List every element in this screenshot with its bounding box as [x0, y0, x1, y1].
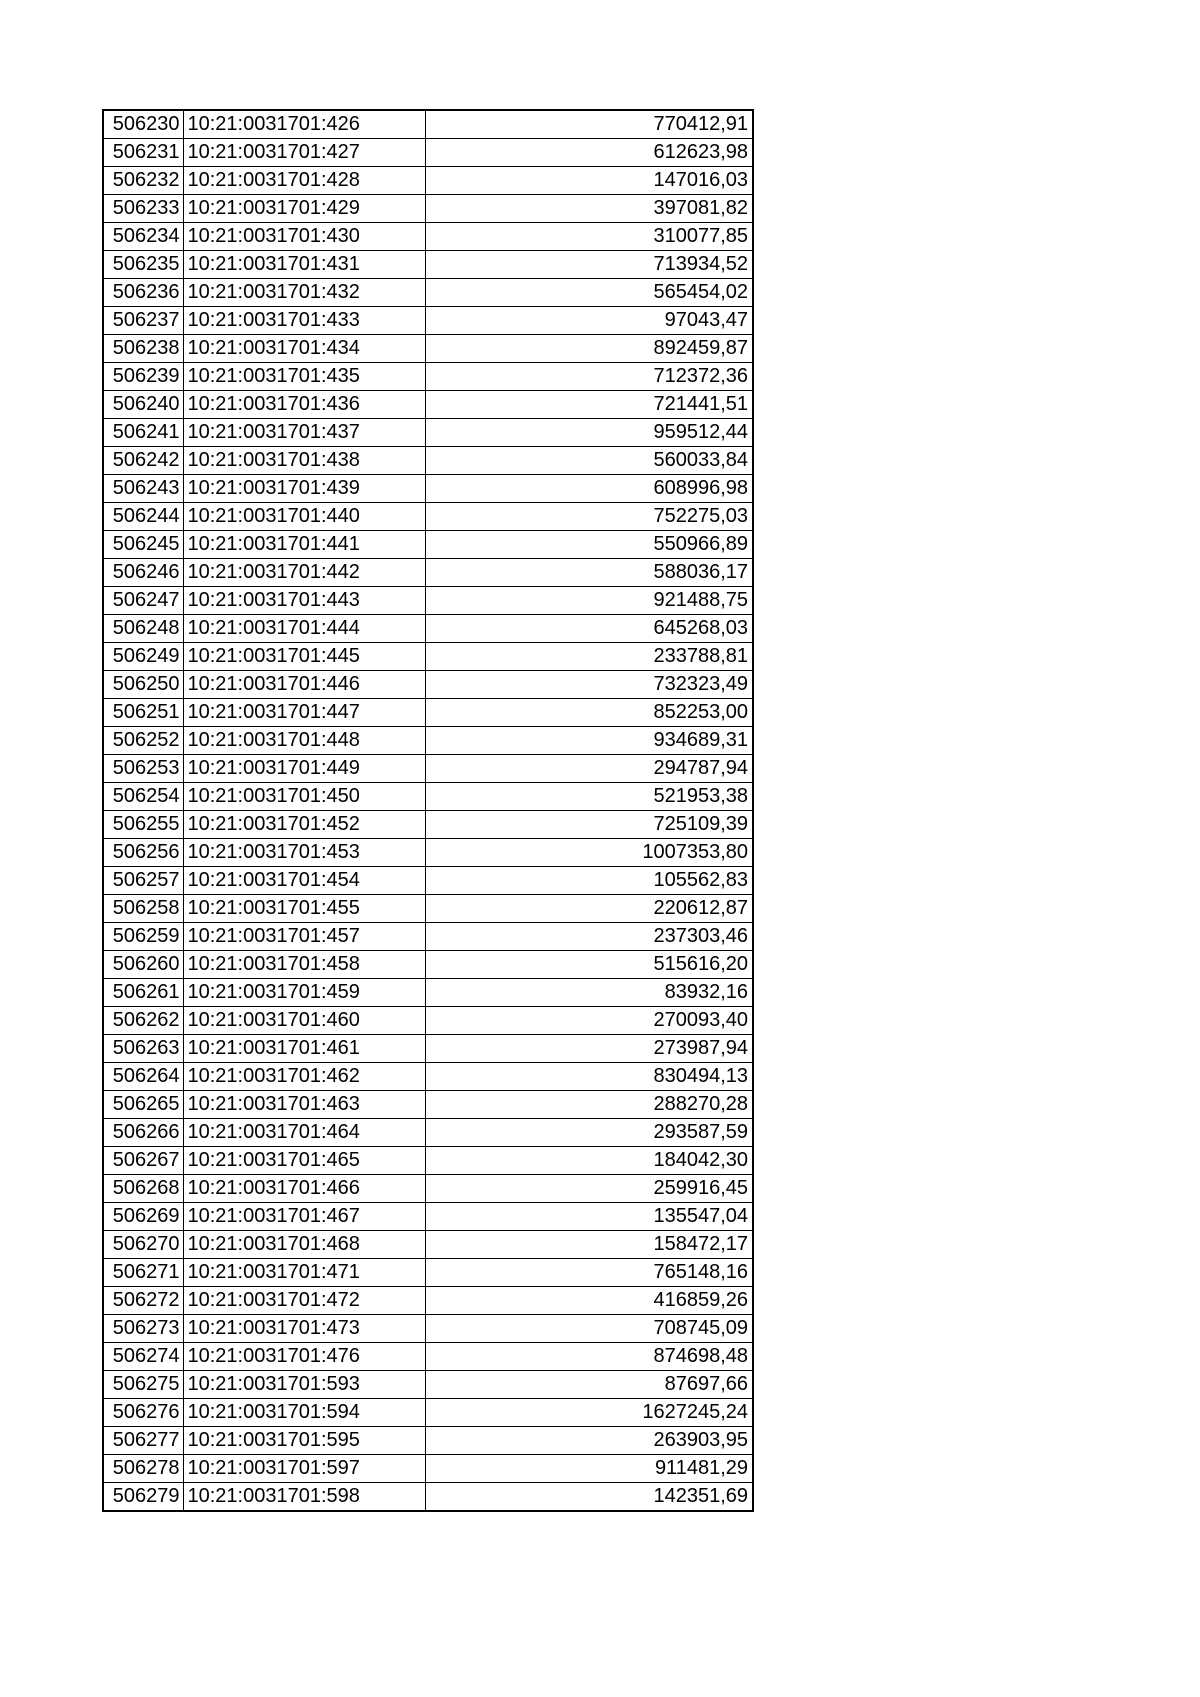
cadastral-value-cell: 135547,04 — [425, 1203, 753, 1231]
table-row — [103, 839, 753, 867]
row-number-cell: 506261 — [103, 979, 183, 1007]
row-number-cell: 506256 — [103, 839, 183, 867]
cadastral-value-cell: 263903,95 — [425, 1427, 753, 1455]
row-number-cell: 506245 — [103, 531, 183, 559]
table-row — [103, 419, 753, 447]
row-number-cell: 506239 — [103, 363, 183, 391]
cadastral-number-cell: 10:21:0031701:427 — [183, 139, 425, 167]
row-number-cell: 506266 — [103, 1119, 183, 1147]
row-number-cell: 506249 — [103, 643, 183, 671]
cadastral-value-cell: 293587,59 — [425, 1119, 753, 1147]
row-number-cell: 506276 — [103, 1399, 183, 1427]
table-row — [103, 1119, 753, 1147]
row-number-cell: 506271 — [103, 1259, 183, 1287]
table-row — [103, 587, 753, 615]
table-row — [103, 335, 753, 363]
table-row — [103, 475, 753, 503]
table-row — [103, 1483, 753, 1512]
table-row — [103, 1259, 753, 1287]
row-number-cell: 506255 — [103, 811, 183, 839]
row-number-cell: 506235 — [103, 251, 183, 279]
cadastral-value-cell: 645268,03 — [425, 615, 753, 643]
cadastral-number-cell: 10:21:0031701:445 — [183, 643, 425, 671]
table-row — [103, 1287, 753, 1315]
cadastral-number-cell: 10:21:0031701:467 — [183, 1203, 425, 1231]
cadastral-value-cell: 237303,46 — [425, 923, 753, 951]
cadastral-number-cell: 10:21:0031701:472 — [183, 1287, 425, 1315]
row-number-cell: 506244 — [103, 503, 183, 531]
row-number-cell: 506279 — [103, 1483, 183, 1512]
cadastral-number-cell: 10:21:0031701:464 — [183, 1119, 425, 1147]
table-row — [103, 979, 753, 1007]
row-number-cell: 506233 — [103, 195, 183, 223]
row-number-cell: 506263 — [103, 1035, 183, 1063]
table-row — [103, 559, 753, 587]
cadastral-value-cell: 921488,75 — [425, 587, 753, 615]
table-row — [103, 110, 753, 139]
cadastral-number-cell: 10:21:0031701:463 — [183, 1091, 425, 1119]
cadastral-value-cell: 732323,49 — [425, 671, 753, 699]
row-number-cell: 506264 — [103, 1063, 183, 1091]
cadastral-number-cell: 10:21:0031701:454 — [183, 867, 425, 895]
cadastral-value-cell: 397081,82 — [425, 195, 753, 223]
table-row — [103, 755, 753, 783]
row-number-cell: 506277 — [103, 1427, 183, 1455]
cadastral-value-cell: 959512,44 — [425, 419, 753, 447]
table-body — [103, 110, 753, 1511]
cadastral-number-cell: 10:21:0031701:428 — [183, 167, 425, 195]
cadastral-number-cell: 10:21:0031701:446 — [183, 671, 425, 699]
row-number-cell: 506251 — [103, 699, 183, 727]
cadastral-value-cell: 830494,13 — [425, 1063, 753, 1091]
table-row — [103, 615, 753, 643]
row-number-cell: 506236 — [103, 279, 183, 307]
cadastral-number-cell: 10:21:0031701:452 — [183, 811, 425, 839]
table-row — [103, 951, 753, 979]
table-row — [103, 167, 753, 195]
cadastral-number-cell: 10:21:0031701:444 — [183, 615, 425, 643]
row-number-cell: 506262 — [103, 1007, 183, 1035]
cadastral-number-cell: 10:21:0031701:431 — [183, 251, 425, 279]
row-number-cell: 506258 — [103, 895, 183, 923]
cadastral-value-cell: 259916,45 — [425, 1175, 753, 1203]
row-number-cell: 506260 — [103, 951, 183, 979]
row-number-cell: 506269 — [103, 1203, 183, 1231]
table-row — [103, 867, 753, 895]
cadastral-number-cell: 10:21:0031701:433 — [183, 307, 425, 335]
cadastral-value-cell: 416859,26 — [425, 1287, 753, 1315]
row-number-cell: 506272 — [103, 1287, 183, 1315]
cadastral-value-cell: 892459,87 — [425, 335, 753, 363]
table-row — [103, 671, 753, 699]
cadastral-number-cell: 10:21:0031701:593 — [183, 1371, 425, 1399]
cadastral-value-cell: 158472,17 — [425, 1231, 753, 1259]
cadastral-number-cell: 10:21:0031701:449 — [183, 755, 425, 783]
table-row — [103, 1063, 753, 1091]
cadastral-value-cell: 934689,31 — [425, 727, 753, 755]
row-number-cell: 506274 — [103, 1343, 183, 1371]
table-row — [103, 783, 753, 811]
cadastral-number-cell: 10:21:0031701:437 — [183, 419, 425, 447]
cadastral-value-cell: 725109,39 — [425, 811, 753, 839]
table-row — [103, 1343, 753, 1371]
table-row — [103, 391, 753, 419]
table-row — [103, 1091, 753, 1119]
cadastral-value-cell: 1627245,24 — [425, 1399, 753, 1427]
cadastral-number-cell: 10:21:0031701:457 — [183, 923, 425, 951]
cadastral-number-cell: 10:21:0031701:447 — [183, 699, 425, 727]
table-row — [103, 1455, 753, 1483]
cadastral-number-cell: 10:21:0031701:459 — [183, 979, 425, 1007]
cadastral-number-cell: 10:21:0031701:598 — [183, 1483, 425, 1512]
cadastral-number-cell: 10:21:0031701:595 — [183, 1427, 425, 1455]
cadastral-value-cell: 588036,17 — [425, 559, 753, 587]
row-number-cell: 506230 — [103, 110, 183, 139]
row-number-cell: 506242 — [103, 447, 183, 475]
cadastral-value-cell: 83932,16 — [425, 979, 753, 1007]
table-row — [103, 139, 753, 167]
table-row — [103, 503, 753, 531]
table-row — [103, 1175, 753, 1203]
table-row — [103, 923, 753, 951]
cadastral-number-cell: 10:21:0031701:443 — [183, 587, 425, 615]
cadastral-number-cell: 10:21:0031701:434 — [183, 335, 425, 363]
cadastral-number-cell: 10:21:0031701:441 — [183, 531, 425, 559]
cadastral-value-cell: 288270,28 — [425, 1091, 753, 1119]
cadastral-number-cell: 10:21:0031701:468 — [183, 1231, 425, 1259]
table-row — [103, 1007, 753, 1035]
row-number-cell: 506246 — [103, 559, 183, 587]
row-number-cell: 506248 — [103, 615, 183, 643]
row-number-cell: 506257 — [103, 867, 183, 895]
table-row — [103, 447, 753, 475]
row-number-cell: 506231 — [103, 139, 183, 167]
cadastral-value-cell: 147016,03 — [425, 167, 753, 195]
row-number-cell: 506238 — [103, 335, 183, 363]
cadastral-number-cell: 10:21:0031701:440 — [183, 503, 425, 531]
cadastral-number-cell: 10:21:0031701:438 — [183, 447, 425, 475]
row-number-cell: 506267 — [103, 1147, 183, 1175]
cadastral-number-cell: 10:21:0031701:430 — [183, 223, 425, 251]
table-row — [103, 1035, 753, 1063]
cadastral-value-cell: 708745,09 — [425, 1315, 753, 1343]
row-number-cell: 506253 — [103, 755, 183, 783]
cadastral-value-cell: 565454,02 — [425, 279, 753, 307]
cadastral-value-cell: 712372,36 — [425, 363, 753, 391]
cadastral-value-cell: 294787,94 — [425, 755, 753, 783]
cadastral-number-cell: 10:21:0031701:442 — [183, 559, 425, 587]
cadastral-number-cell: 10:21:0031701:476 — [183, 1343, 425, 1371]
cadastral-value-cell: 521953,38 — [425, 783, 753, 811]
table-row — [103, 531, 753, 559]
table-row — [103, 1371, 753, 1399]
table-row — [103, 363, 753, 391]
cadastral-number-cell: 10:21:0031701:460 — [183, 1007, 425, 1035]
table-row — [103, 307, 753, 335]
table-row — [103, 279, 753, 307]
cadastral-value-cell: 608996,98 — [425, 475, 753, 503]
cadastral-number-cell: 10:21:0031701:466 — [183, 1175, 425, 1203]
table-row — [103, 1147, 753, 1175]
table-row — [103, 1427, 753, 1455]
row-number-cell: 506268 — [103, 1175, 183, 1203]
cadastral-value-cell: 560033,84 — [425, 447, 753, 475]
row-number-cell: 506273 — [103, 1315, 183, 1343]
cadastral-value-cell: 270093,40 — [425, 1007, 753, 1035]
cadastral-value-cell: 273987,94 — [425, 1035, 753, 1063]
row-number-cell: 506265 — [103, 1091, 183, 1119]
cadastral-value-cell: 184042,30 — [425, 1147, 753, 1175]
cadastral-number-cell: 10:21:0031701:436 — [183, 391, 425, 419]
row-number-cell: 506234 — [103, 223, 183, 251]
row-number-cell: 506278 — [103, 1455, 183, 1483]
cadastral-value-cell: 713934,52 — [425, 251, 753, 279]
row-number-cell: 506247 — [103, 587, 183, 615]
cadastral-number-cell: 10:21:0031701:450 — [183, 783, 425, 811]
table-row — [103, 223, 753, 251]
cadastral-value-cell: 752275,03 — [425, 503, 753, 531]
table-row — [103, 251, 753, 279]
cadastral-value-cell: 310077,85 — [425, 223, 753, 251]
table-row — [103, 643, 753, 671]
cadastral-number-cell: 10:21:0031701:435 — [183, 363, 425, 391]
cadastral-number-cell: 10:21:0031701:465 — [183, 1147, 425, 1175]
table-row — [103, 699, 753, 727]
row-number-cell: 506259 — [103, 923, 183, 951]
cadastral-value-cell: 87697,66 — [425, 1371, 753, 1399]
cadastral-value-cell: 220612,87 — [425, 895, 753, 923]
cadastral-number-cell: 10:21:0031701:426 — [183, 110, 425, 139]
cadastral-value-cell: 1007353,80 — [425, 839, 753, 867]
cadastral-number-cell: 10:21:0031701:462 — [183, 1063, 425, 1091]
table-row — [103, 727, 753, 755]
cadastral-number-cell: 10:21:0031701:473 — [183, 1315, 425, 1343]
cadastral-value-cell: 874698,48 — [425, 1343, 753, 1371]
row-number-cell: 506254 — [103, 783, 183, 811]
table-row — [103, 1315, 753, 1343]
row-number-cell: 506241 — [103, 419, 183, 447]
table-row — [103, 195, 753, 223]
cadastral-number-cell: 10:21:0031701:453 — [183, 839, 425, 867]
cadastral-number-cell: 10:21:0031701:597 — [183, 1455, 425, 1483]
table-row — [103, 1203, 753, 1231]
cadastral-value-cell: 550966,89 — [425, 531, 753, 559]
cadastral-number-cell: 10:21:0031701:439 — [183, 475, 425, 503]
table-row — [103, 895, 753, 923]
table-row — [103, 811, 753, 839]
cadastral-value-cell: 105562,83 — [425, 867, 753, 895]
cadastral-number-cell: 10:21:0031701:429 — [183, 195, 425, 223]
table-row — [103, 1231, 753, 1259]
row-number-cell: 506252 — [103, 727, 183, 755]
row-number-cell: 506250 — [103, 671, 183, 699]
table-row — [103, 1399, 753, 1427]
cadastral-value-table — [102, 109, 754, 1512]
cadastral-value-cell: 911481,29 — [425, 1455, 753, 1483]
cadastral-number-cell: 10:21:0031701:432 — [183, 279, 425, 307]
row-number-cell: 506232 — [103, 167, 183, 195]
cadastral-value-cell: 515616,20 — [425, 951, 753, 979]
cadastral-value-cell: 721441,51 — [425, 391, 753, 419]
cadastral-value-cell: 142351,69 — [425, 1483, 753, 1512]
row-number-cell: 506275 — [103, 1371, 183, 1399]
cadastral-value-cell: 97043,47 — [425, 307, 753, 335]
cadastral-value-cell: 765148,16 — [425, 1259, 753, 1287]
cadastral-value-cell: 233788,81 — [425, 643, 753, 671]
cadastral-number-cell: 10:21:0031701:448 — [183, 727, 425, 755]
cadastral-number-cell: 10:21:0031701:461 — [183, 1035, 425, 1063]
cadastral-number-cell: 10:21:0031701:594 — [183, 1399, 425, 1427]
cadastral-number-cell: 10:21:0031701:471 — [183, 1259, 425, 1287]
row-number-cell: 506237 — [103, 307, 183, 335]
row-number-cell: 506240 — [103, 391, 183, 419]
cadastral-number-cell: 10:21:0031701:458 — [183, 951, 425, 979]
cadastral-number-cell: 10:21:0031701:455 — [183, 895, 425, 923]
row-number-cell: 506270 — [103, 1231, 183, 1259]
row-number-cell: 506243 — [103, 475, 183, 503]
cadastral-value-cell: 770412,91 — [425, 110, 753, 139]
cadastral-value-cell: 612623,98 — [425, 139, 753, 167]
cadastral-value-cell: 852253,00 — [425, 699, 753, 727]
